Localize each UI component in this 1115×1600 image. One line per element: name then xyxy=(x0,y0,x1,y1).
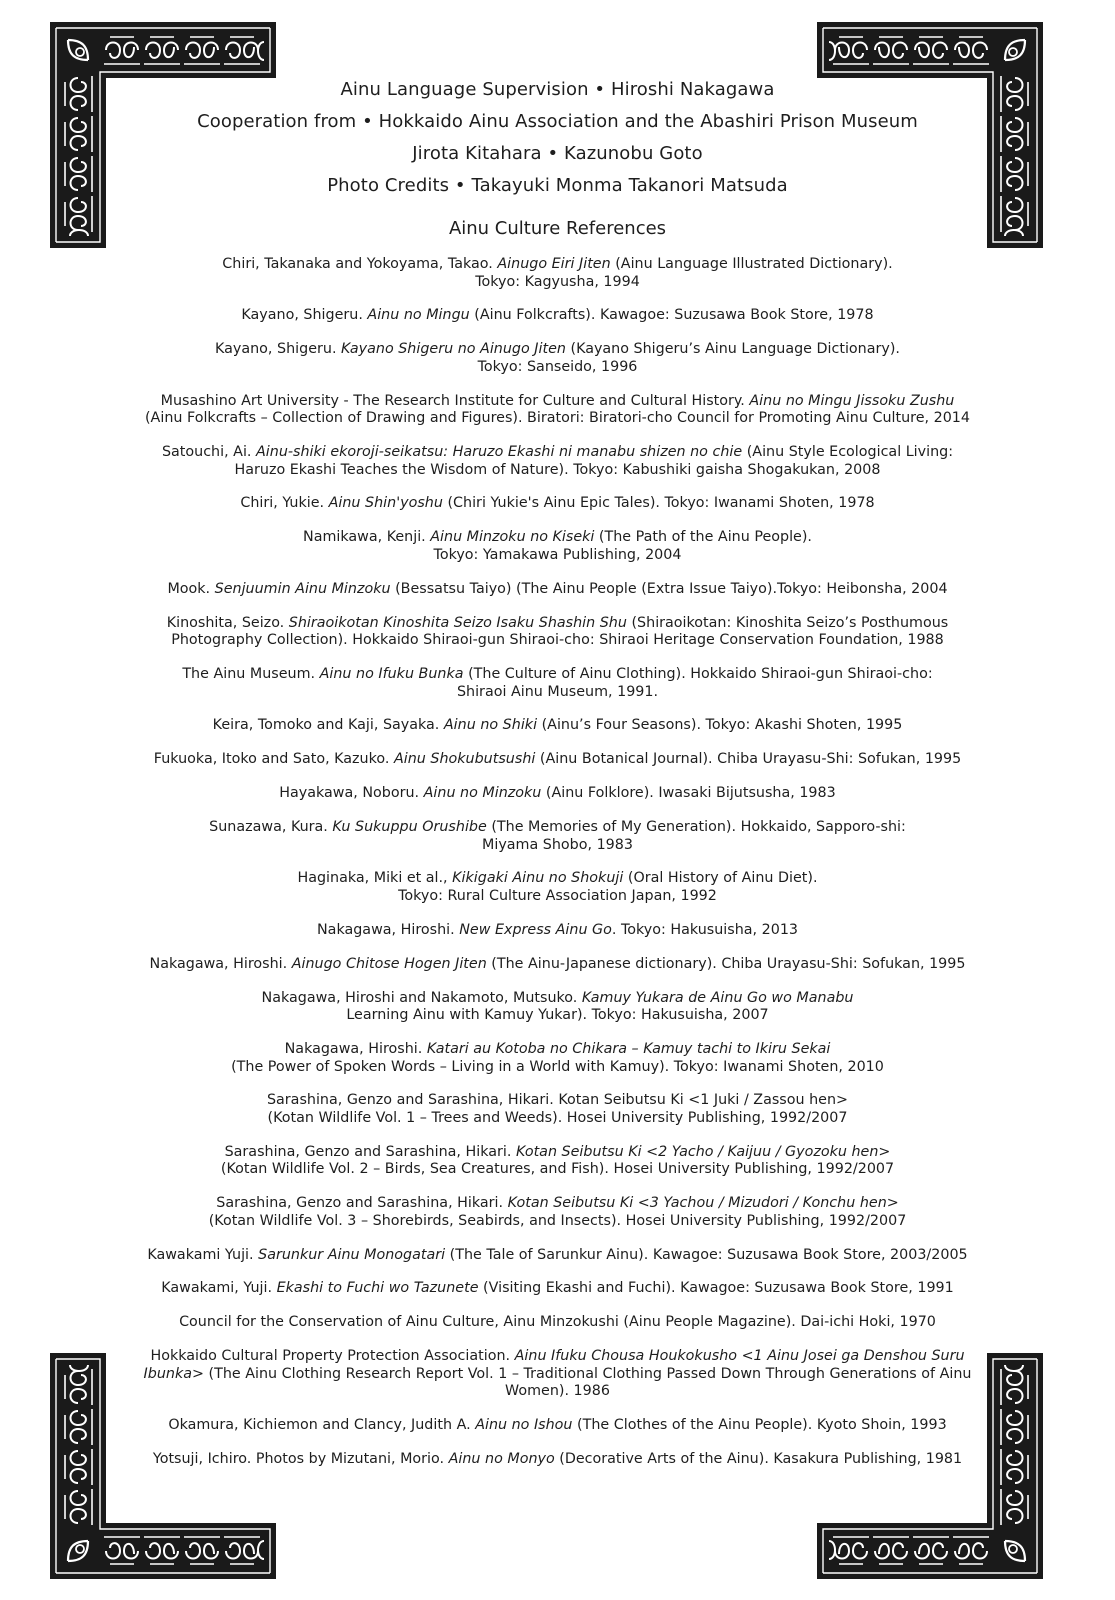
reference-text: Fukuoka, Itoko and Sato, Kazuko. xyxy=(153,751,394,768)
reference-text: Sarashina, Genzo and Sarashina, Hikari. xyxy=(224,1143,516,1160)
reference-line xyxy=(125,1366,990,1384)
reference-line xyxy=(125,1161,990,1179)
reference-entry xyxy=(125,1417,990,1435)
reference-line xyxy=(125,307,990,325)
reference-line xyxy=(125,1213,990,1231)
reference-line xyxy=(125,888,990,906)
reference-text: Haruzo Ekashi Teaches the Wisdom of Nature). Tokyo: Kabushiki gaisha Shogakukan, 2008 xyxy=(234,461,881,478)
reference-text: (Kotan Wildlife Vol. 1 – Trees and Weeds). Hosei University Publishing, 1992/2007 xyxy=(267,1109,848,1126)
reference-line xyxy=(125,256,990,274)
reference-entry xyxy=(125,529,990,564)
reference-line xyxy=(125,529,990,547)
reference-text: (Ainu Style Ecological Living: xyxy=(742,444,954,461)
reference-entry xyxy=(125,1144,990,1179)
reference-text: (Ainu Botanical Journal). Chiba Urayasu-Shi: Sofukan, 1995 xyxy=(535,751,962,768)
reference-entry xyxy=(125,666,990,701)
reference-line xyxy=(125,1451,990,1469)
reference-line xyxy=(125,1247,990,1265)
reference-text: Tokyo: Kagyusha, 1994 xyxy=(475,273,640,290)
references-heading: Ainu Culture References xyxy=(448,218,667,239)
reference-line xyxy=(125,341,990,359)
reference-title: Ainu-shiki ekoroji-seikatsu: Haruzo Ekashi ni manabu shizen no chie xyxy=(256,444,743,461)
reference-title: Ainu Minzoku no Kiseki xyxy=(430,529,595,546)
reference-line xyxy=(125,359,990,377)
reference-title: Ainu no Ishou xyxy=(475,1417,573,1434)
reference-entry xyxy=(125,444,990,479)
reference-line xyxy=(125,1417,990,1435)
reference-line xyxy=(125,1144,990,1162)
reference-text: (Kotan Wildlife Vol. 2 – Birds, Sea Creatures, and Fish). Hosei University Publishing, 1992/2007 xyxy=(220,1161,895,1178)
reference-entry xyxy=(125,990,990,1025)
reference-text: (Kayano Shigeru’s Ainu Language Dictionary). xyxy=(565,341,900,358)
reference-entry xyxy=(125,1314,990,1332)
reference-title: Ainugo Chitose Hogen Jiten xyxy=(291,955,487,972)
reference-text: Tokyo: Rural Culture Association Japan, 1992 xyxy=(398,887,717,904)
reference-text: Tokyo: Yamakawa Publishing, 2004 xyxy=(433,546,682,563)
reference-line xyxy=(125,1348,990,1366)
reference-title: New Express Ainu Go xyxy=(459,921,612,938)
reference-title: Kotan Seibutsu Ki <3 Yachou / Mizudori / Konchu hen> xyxy=(507,1195,899,1212)
reference-entry xyxy=(125,1280,990,1298)
reference-line xyxy=(125,615,990,633)
reference-text: Kawakami, Yuji. xyxy=(161,1280,277,1297)
reference-line xyxy=(125,1059,990,1077)
reference-text: (Ainu Language Illustrated Dictionary). xyxy=(610,256,893,272)
reference-entry xyxy=(125,1195,990,1230)
reference-line xyxy=(125,870,990,888)
reference-entry xyxy=(125,1348,990,1401)
reference-line xyxy=(125,785,990,803)
credit-photo: Photo Credits • Takayuki Monma Takanori Matsuda xyxy=(327,175,788,196)
reference-text: Satouchi, Ai. xyxy=(161,444,257,461)
reference-text: Yotsuji, Ichiro. Photos by Mizutani, Morio. xyxy=(152,1451,449,1468)
references-list xyxy=(125,256,990,1485)
reference-text: Learning Ainu with Kamuy Yukar). Tokyo: Hakusuisha, 2007 xyxy=(346,1007,769,1024)
reference-title: Shiraoikotan Kinoshita Seizo Isaku Shashin Shu xyxy=(288,614,627,631)
reference-entry xyxy=(125,393,990,428)
reference-text: (The Path of the Ainu People). xyxy=(594,529,812,546)
reference-line xyxy=(125,1314,990,1332)
reference-entry xyxy=(125,870,990,905)
reference-title: Kayano Shigeru no Ainugo Jiten xyxy=(341,341,566,358)
reference-text: Nakagawa, Hiroshi. xyxy=(316,921,460,938)
reference-entry xyxy=(125,1041,990,1076)
reference-title: Ainu Shokubutsushi xyxy=(393,751,536,768)
reference-entry xyxy=(125,819,990,854)
reference-line xyxy=(125,1195,990,1213)
reference-text: Musashino Art University - The Research Institute for Culture and Cultural History. xyxy=(160,392,750,409)
reference-line xyxy=(125,462,990,480)
reference-line xyxy=(125,717,990,735)
reference-text: Haginaka, Miki et al., xyxy=(297,870,453,887)
reference-entry xyxy=(125,1092,990,1127)
reference-title: Ainu no Ifuku Bunka xyxy=(319,666,464,683)
reference-text: Sunazawa, Kura. xyxy=(209,819,333,836)
reference-text: (Oral History of Ainu Diet). xyxy=(623,870,818,887)
reference-text: Okamura, Kichiemon and Clancy, Judith A. xyxy=(168,1417,476,1434)
reference-text: Chiri, Yukie. xyxy=(240,495,329,512)
reference-title: Ainu no Mingu xyxy=(367,307,470,324)
reference-text: (Visiting Ekashi and Fuchi). Kawagoe: Suzusawa Book Store, 1991 xyxy=(478,1280,954,1297)
reference-text: (Decorative Arts of the Ainu). Kasakura Publishing, 1981 xyxy=(554,1451,963,1468)
credits-block xyxy=(0,74,1115,202)
reference-line xyxy=(125,1041,990,1059)
reference-line xyxy=(125,1280,990,1298)
reference-line xyxy=(125,1092,990,1110)
reference-text: Miyama Shobo, 1983 xyxy=(482,836,633,853)
reference-text: (Bessatsu Taiyo) (The Ainu People (Extra Issue Taiyo).Tokyo: Heibonsha, 2004 xyxy=(390,580,948,597)
reference-title: Ainu no Monyo xyxy=(448,1451,555,1468)
reference-title: Ainugo Eiri Jiten xyxy=(497,256,611,272)
reference-text: (Kotan Wildlife Vol. 3 – Shorebirds, Seabirds, and Insects). Hosei University Publishing, 1992/2007 xyxy=(208,1212,907,1229)
reference-line xyxy=(125,837,990,855)
reference-text: Nakagawa, Hiroshi and Nakamoto, Mutsuko. xyxy=(261,989,582,1006)
reference-text: (The Ainu Clothing Research Report Vol. 1 – Traditional Clothing Passed Down Through Generations of Ainu xyxy=(203,1365,972,1382)
reference-text: (Ainu Folkcrafts). Kawagoe: Suzusawa Book Store, 1978 xyxy=(469,307,874,324)
reference-text: Women). 1986 xyxy=(505,1383,610,1400)
reference-title: Senjuumin Ainu Minzoku xyxy=(214,580,391,597)
reference-text: Namikawa, Kenji. xyxy=(303,529,431,546)
reference-line xyxy=(125,581,990,599)
reference-text: (Ainu Folkcrafts – Collection of Drawing and Figures). Biratori: Biratori-cho Council for Promoting Ainu Culture, 2014 xyxy=(144,410,970,427)
reference-entry xyxy=(125,495,990,513)
reference-entry xyxy=(125,307,990,325)
reference-text: (Ainu Folklore). Iwasaki Bijutsusha, 1983 xyxy=(541,785,836,802)
reference-text: Photography Collection). Hokkaido Shiraoi-gun Shiraoi-cho: Shiraoi Heritage Conservation Foundation, 1988 xyxy=(171,632,944,649)
reference-text: (The Memories of My Generation). Hokkaido, Sapporo-shi: xyxy=(486,819,906,836)
reference-line xyxy=(125,990,990,1008)
reference-title: Ainu no Shiki xyxy=(443,717,538,734)
reference-line xyxy=(125,274,990,292)
reference-text: Hokkaido Cultural Property Protection Association. xyxy=(150,1348,515,1365)
reference-text: The Ainu Museum. xyxy=(182,666,320,683)
reference-text: Kayano, Shigeru. xyxy=(241,307,368,324)
reference-text: (Shiraoikotan: Kinoshita Seizo’s Posthumous xyxy=(626,614,949,631)
reference-title: Ekashi to Fuchi wo Tazunete xyxy=(276,1280,479,1297)
reference-line xyxy=(125,410,990,428)
reference-line xyxy=(125,1007,990,1025)
reference-text: (The Power of Spoken Words – Living in a World with Kamuy). Tokyo: Iwanami Shoten, 2010 xyxy=(231,1058,884,1075)
reference-text: (The Ainu-Japanese dictionary). Chiba Urayasu-Shi: Sofukan, 1995 xyxy=(486,955,966,972)
reference-title: Katari au Kotoba no Chikara – Kamuy tachi to Ikiru Sekai xyxy=(426,1041,831,1058)
reference-line xyxy=(125,393,990,411)
reference-entry xyxy=(125,922,990,940)
reference-text: Hayakawa, Noboru. xyxy=(279,785,424,802)
reference-line xyxy=(125,1383,990,1401)
reference-text: Chiri, Takanaka and Yokoyama, Takao. xyxy=(222,256,498,272)
reference-title: Ibunka> xyxy=(143,1365,204,1382)
reference-text: . Tokyo: Hakusuisha, 2013 xyxy=(611,921,799,938)
reference-line xyxy=(125,495,990,513)
reference-text: Nakagawa, Hiroshi. xyxy=(284,1041,427,1058)
reference-text: Mook. xyxy=(167,580,215,597)
reference-text: Kayano, Shigeru. xyxy=(215,341,342,358)
reference-line xyxy=(125,1110,990,1128)
reference-title: Ainu Shin'yoshu xyxy=(328,495,443,512)
reference-line xyxy=(125,922,990,940)
reference-line xyxy=(125,547,990,565)
reference-text: Kinoshita, Seizo. xyxy=(166,614,289,631)
reference-title: Kamuy Yukara de Ainu Go wo Manabu xyxy=(581,989,854,1006)
reference-text: Council for the Conservation of Ainu Culture, Ainu Minzokushi (Ainu People Magazine). Dai-ichi Hoki, 1970 xyxy=(179,1314,936,1331)
reference-title: Ainu no Mingu Jissoku Zushu xyxy=(749,392,955,409)
reference-entry xyxy=(125,615,990,650)
credit-language-supervision: Ainu Language Supervision • Hiroshi Nakagawa xyxy=(340,79,775,100)
reference-entry xyxy=(125,751,990,769)
reference-entry xyxy=(125,256,990,291)
reference-line xyxy=(125,632,990,650)
reference-entry xyxy=(125,581,990,599)
reference-title: Kikigaki Ainu no Shokuji xyxy=(452,870,624,887)
reference-entry xyxy=(125,341,990,376)
reference-title: Kotan Seibutsu Ki <2 Yacho / Kaijuu / Gyozoku hen> xyxy=(515,1143,891,1160)
reference-entry xyxy=(125,717,990,735)
reference-entry xyxy=(125,785,990,803)
credit-cooperation: Cooperation from • Hokkaido Ainu Association and the Abashiri Prison Museum xyxy=(197,111,918,132)
reference-line xyxy=(125,956,990,974)
reference-entry xyxy=(125,956,990,974)
reference-line xyxy=(125,684,990,702)
reference-title: Ainu Ifuku Chousa Houkokusho <1 Ainu Josei ga Denshou Suru xyxy=(514,1348,965,1365)
reference-title: Sarunkur Ainu Monogatari xyxy=(258,1246,446,1263)
reference-line xyxy=(125,751,990,769)
reference-line xyxy=(125,666,990,684)
credit-contributors: Jirota Kitahara • Kazunobu Goto xyxy=(412,143,703,164)
reference-text: Nakagawa, Hiroshi. xyxy=(149,955,292,972)
reference-text: (The Clothes of the Ainu People). Kyoto Shoin, 1993 xyxy=(572,1417,947,1434)
reference-text: Kawakami Yuji. xyxy=(147,1246,259,1263)
reference-text: Tokyo: Sanseido, 1996 xyxy=(477,358,638,375)
reference-entry xyxy=(125,1247,990,1265)
reference-text: Keira, Tomoko and Kaji, Sayaka. xyxy=(212,717,444,734)
reference-entry xyxy=(125,1451,990,1469)
reference-line xyxy=(125,444,990,462)
reference-text: (Ainu’s Four Seasons). Tokyo: Akashi Shoten, 1995 xyxy=(537,717,903,734)
reference-title: Ainu no Minzoku xyxy=(423,785,542,802)
reference-text: Sarashina, Genzo and Sarashina, Hikari. Kotan Seibutsu Ki <1 Juki / Zassou hen> xyxy=(266,1092,849,1109)
reference-text: Shiraoi Ainu Museum, 1991. xyxy=(456,683,659,700)
reference-text: Sarashina, Genzo and Sarashina, Hikari. xyxy=(216,1195,508,1212)
reference-text: (The Culture of Ainu Clothing). Hokkaido Shiraoi-gun Shiraoi-cho: xyxy=(463,666,933,683)
reference-text: (Chiri Yukie's Ainu Epic Tales). Tokyo: Iwanami Shoten, 1978 xyxy=(442,495,875,512)
reference-text: (The Tale of Sarunkur Ainu). Kawagoe: Suzusawa Book Store, 2003/2005 xyxy=(445,1246,968,1263)
reference-title: Ku Sukuppu Orushibe xyxy=(332,819,487,836)
reference-line xyxy=(125,819,990,837)
